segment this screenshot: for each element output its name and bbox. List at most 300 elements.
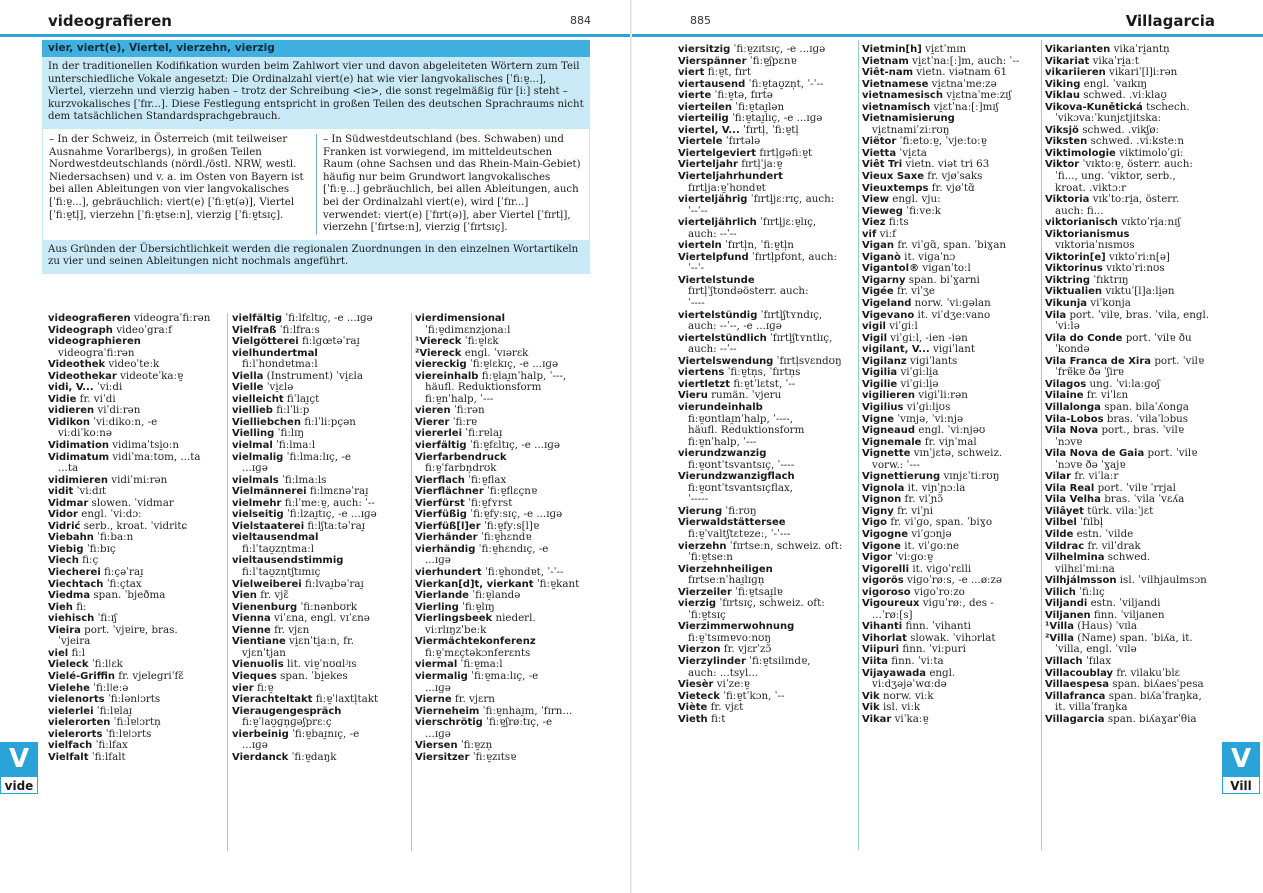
dictionary-entry bbox=[415, 532, 590, 544]
entry-pronunciation: port. ˈvilɐ bbox=[1147, 448, 1198, 460]
entry-headword: Viète bbox=[678, 702, 708, 714]
entry-pronunciation: it. viɡaˈnɔ bbox=[904, 251, 956, 263]
dictionary-entry bbox=[862, 552, 1040, 564]
dictionary-entry bbox=[862, 136, 1040, 148]
entry-continuation bbox=[415, 683, 590, 695]
entry-pronunciation: fr. viˈɲɔ̃ bbox=[904, 494, 944, 506]
entry-pronunciation: ˈfiːlǀɛk bbox=[91, 659, 123, 671]
entry-pronunciation: niederl. bbox=[495, 613, 536, 625]
entry-pronunciation: fr. viˈlaːr bbox=[1074, 471, 1119, 483]
dictionary-entry bbox=[862, 656, 1040, 668]
entry-pronunciation: ˈfiːɐ̯tsɪç bbox=[688, 609, 726, 621]
entry-continuation bbox=[678, 460, 856, 472]
entry-pronunciation: span. biʎaɣarˈθia bbox=[1107, 713, 1197, 725]
entry-headword: Vierundzwanzigflach bbox=[678, 471, 795, 483]
entry-pronunciation: port. ˈvilɐ ðu bbox=[1125, 332, 1192, 344]
dictionary-entry bbox=[862, 714, 1040, 726]
entry-continuation bbox=[678, 263, 856, 275]
entry-headword: Viljanen bbox=[1045, 609, 1091, 621]
dictionary-entry bbox=[862, 506, 1040, 518]
entry-headword: Vielle bbox=[232, 382, 264, 394]
dictionary-entry bbox=[862, 194, 1040, 206]
entry-pronunciation: ˈfiːɐ̯landə bbox=[472, 590, 521, 602]
entry-pronunciation: häufl. Reduktionsform bbox=[688, 425, 805, 437]
dictionary-entry bbox=[232, 579, 410, 591]
entry-headword: Vila bbox=[1045, 309, 1067, 321]
dictionary-entry bbox=[678, 621, 856, 633]
entry-headword: vierbeinig bbox=[232, 728, 289, 740]
entry-headword: Vierachteltakt bbox=[232, 694, 313, 706]
dictionary-entry bbox=[678, 471, 856, 483]
dictionary-entry bbox=[862, 67, 1040, 79]
entry-pronunciation: vɪktoˈriːnʊs bbox=[1106, 263, 1165, 275]
entry-pronunciation: ˈfɪrtl̩ʃtʏntlɪç, bbox=[769, 332, 833, 344]
dictionary-entry bbox=[862, 240, 1040, 252]
entry-continuation bbox=[678, 344, 856, 356]
entry-headword: viertletzt bbox=[678, 378, 731, 390]
entry-headword: Viertelpfund bbox=[678, 251, 749, 263]
entry-pronunciation: ˈfiːrən bbox=[453, 405, 485, 417]
entry-headword: Viertelswendung bbox=[678, 355, 774, 367]
dictionary-entry bbox=[48, 706, 223, 718]
entry-pronunciation: ˈfiːɐ̯nhaɪ̯m, ˈfɪrn... bbox=[482, 705, 573, 717]
entry-headword: Viêt-nam bbox=[862, 67, 913, 79]
entry-headword: viertausend bbox=[678, 78, 746, 90]
entry-pronunciation: ˈfiːɐ̯taʊ̯zn̩t, ˈ-ˈ-- bbox=[748, 78, 824, 90]
entry-continuation bbox=[415, 729, 590, 741]
entry-headword: viermal bbox=[415, 659, 458, 671]
dictionary-entry bbox=[862, 310, 1040, 322]
dictionary-entry bbox=[232, 440, 410, 452]
dictionary-entry bbox=[48, 405, 223, 417]
dictionary-entry bbox=[862, 517, 1040, 529]
entry-headword: Vieira bbox=[48, 624, 81, 636]
entry-pronunciation: fɪrtl̩jaːɐ̯ˈhʊndɐt bbox=[688, 182, 766, 194]
dictionary-entry bbox=[678, 217, 856, 229]
entry-pronunciation: ˈfiːɐ̯ǀɛkɪç, -e ...ɪɡə bbox=[469, 359, 559, 371]
entry-pronunciation: ˈ--ˈ-- bbox=[688, 205, 708, 217]
entry-headword: vieltausendmal bbox=[232, 532, 319, 544]
entry-pronunciation: ...ˈrøː[s] bbox=[872, 609, 913, 621]
entry-headword: Vierlingsbeek bbox=[415, 613, 493, 625]
entry-headword: vierteln bbox=[678, 240, 722, 252]
dictionary-entry bbox=[862, 575, 1040, 587]
entry-continuation bbox=[1045, 171, 1223, 183]
dictionary-entry bbox=[1045, 575, 1223, 587]
entry-pronunciation: fiːɐ̯ bbox=[256, 682, 274, 694]
entry-pronunciation: viˈɡiːli̯ə bbox=[900, 378, 939, 390]
dictionary-entry bbox=[678, 402, 856, 414]
entry-pronunciation: fr. viˈɡɑ̃, span. ˈbiɣan bbox=[897, 240, 1006, 252]
entry-pronunciation: port. ˈvilɐ bbox=[1154, 355, 1205, 367]
entry-pronunciation: fiˈlaɪ̯çt bbox=[286, 393, 320, 405]
entry-headword: Vijayawada bbox=[862, 667, 927, 679]
dictionary-entry bbox=[232, 417, 410, 429]
entry-continuation bbox=[1045, 113, 1223, 125]
entry-pronunciation: fɪrtseːnˈhaɪ̯lɪɡn̩ bbox=[688, 575, 765, 587]
entry-pronunciation: ˈfiːbaːn bbox=[97, 532, 134, 544]
dictionary-entry bbox=[1045, 448, 1223, 460]
entry-headword: Vikar bbox=[862, 713, 892, 725]
entry-headword: viersitzig bbox=[678, 44, 731, 55]
entry-headword: Viking bbox=[1045, 78, 1081, 90]
entry-pronunciation: viˈɛna, engl. vɪˈɛnə bbox=[274, 613, 370, 625]
entry-column bbox=[48, 313, 223, 763]
entry-headword: Vignon bbox=[862, 494, 902, 506]
entry-pronunciation: ˈvilla, engl. ˈvɪlə bbox=[1055, 644, 1137, 656]
info-box bbox=[42, 40, 590, 274]
dictionary-entry bbox=[678, 240, 856, 252]
entry-headword: Vigogne bbox=[862, 528, 909, 540]
entry-headword: ¹Villa bbox=[1045, 621, 1074, 633]
entry-headword: vierte bbox=[678, 90, 712, 102]
dictionary-entry bbox=[48, 382, 223, 394]
entry-pronunciation: auch: ...tsyl... bbox=[688, 667, 759, 679]
entry-headword: vielhundertmal bbox=[232, 347, 318, 359]
entry-pronunciation: engl. bbox=[929, 667, 956, 679]
entry-pronunciation: fiːlvaɪ̯bəˈraɪ̯ bbox=[305, 578, 364, 590]
entry-pronunciation: viktimoloˈɡiː bbox=[1119, 147, 1184, 159]
entry-pronunciation: fiːlˈmeːɐ̯, auch: ˈ-- bbox=[284, 497, 375, 509]
entry-headword: vierfältig bbox=[415, 440, 467, 452]
entry-headword: vidi, V... bbox=[48, 382, 94, 394]
entry-pronunciation: vidiˈmaːtʊm, ...ta bbox=[112, 451, 201, 463]
dictionary-entry bbox=[415, 371, 590, 383]
dictionary-entry bbox=[678, 691, 856, 703]
entry-headword: Vierzon bbox=[678, 644, 721, 656]
entry-continuation bbox=[1045, 240, 1223, 252]
entry-pronunciation: ˈfiːɐ̯kant bbox=[536, 578, 580, 590]
entry-headword: vierdimensional bbox=[415, 313, 506, 324]
dictionary-entry bbox=[678, 564, 856, 576]
dictionary-entry bbox=[415, 521, 590, 533]
entry-headword: Viermächtekonferenz bbox=[415, 636, 536, 648]
entry-headword: Vilde bbox=[1045, 528, 1074, 540]
entry-headword: Vielling bbox=[232, 428, 275, 440]
entry-headword: Vielgötterei bbox=[232, 336, 299, 348]
entry-pronunciation: finn. ˈviljanen bbox=[1093, 609, 1165, 621]
dictionary-entry bbox=[48, 417, 223, 429]
entry-headword: vierundzwanzig bbox=[678, 448, 767, 460]
entry-headword: Vignemale bbox=[862, 436, 922, 448]
entry-headword: vielmals bbox=[232, 474, 279, 486]
dictionary-entry bbox=[415, 671, 590, 683]
dictionary-entry bbox=[678, 541, 856, 553]
entry-column bbox=[415, 313, 590, 763]
dictionary-entry bbox=[862, 90, 1040, 102]
entry-pronunciation: schwed. .viːklaʊ̯ bbox=[1083, 90, 1167, 102]
entry-pronunciation: norw. viːk bbox=[882, 690, 934, 702]
entry-headword: Viktimologie bbox=[1045, 147, 1116, 159]
entry-pronunciation: fr. vjøˈsaks bbox=[927, 171, 983, 183]
entry-headword: Vidor bbox=[48, 509, 78, 521]
dictionary-entry bbox=[1045, 298, 1223, 310]
entry-headword: vidimieren bbox=[48, 474, 108, 486]
dictionary-entry bbox=[48, 371, 223, 383]
entry-pronunciation: ˈvjeira bbox=[58, 636, 91, 648]
info-box-intro: In der traditionellen Kodifikation wurden beim Zahlwort vier und davon abgeleiteten Wörtern zum Teil unterschiedliche Vokale angesetzt: Die Ordinalzahl viert(e) hat wie vier langvokalisches [ˈfiːɐ̯...], Viertel, vierzehn und vierzig haben – trotz der Schreibung <ie>, die sonst regelmäßig für [iː] steht – kurzvokalisches [ˈfɪr...]. Diese Festlegung entspricht in großen Teilen des deutschen Sprachraums nicht dem tatsächlichen Standardsprachgebrauch. bbox=[42, 57, 590, 129]
entry-headword: Vien bbox=[232, 590, 257, 602]
dictionary-entry bbox=[1045, 229, 1223, 241]
entry-pronunciation: ˈfiːlzaɪ̯tɪç, -e ...ɪɡə bbox=[286, 509, 377, 521]
entry-pronunciation: engl. ˈviːdɔː bbox=[81, 509, 142, 521]
entry-pronunciation: viˈɡiːl bbox=[889, 321, 918, 333]
entry-headword: ²Villa bbox=[1045, 632, 1074, 644]
entry-headword: Vieleck bbox=[48, 659, 89, 671]
entry-headword: Vienenburg bbox=[232, 601, 298, 613]
entry-pronunciation: ˈnɔvɐ bbox=[1055, 436, 1083, 448]
dictionary-entry bbox=[1045, 483, 1223, 495]
dictionary-entry bbox=[862, 402, 1040, 414]
entry-headword: Vidikon bbox=[48, 416, 90, 428]
entry-pronunciation: ˈfiːɐ̯tsaɪ̯lɐ bbox=[735, 586, 783, 598]
dictionary-entry bbox=[862, 102, 1040, 114]
dictionary-entry bbox=[415, 405, 590, 417]
entry-pronunciation: fiːɐ̯t, fɪrt bbox=[707, 67, 752, 79]
entry-pronunciation: port. ˈvilɐ, bras. ˈvila, engl. bbox=[1069, 309, 1210, 321]
entry-pronunciation: ˈfiːlənǀɔrts bbox=[107, 694, 161, 706]
entry-continuation bbox=[678, 610, 856, 622]
entry-headword: Vihanti bbox=[862, 621, 903, 633]
entry-headword: Vierzehnheiligen bbox=[678, 563, 773, 575]
entry-continuation bbox=[415, 325, 590, 337]
entry-pronunciation: vidiˈmiːrən bbox=[111, 474, 168, 486]
entry-pronunciation: ˈfrɐ̃kɐ ðə ˈʃirɐ bbox=[1055, 367, 1124, 379]
entry-pronunciation: ...ɪɡə bbox=[425, 728, 451, 740]
entry-pronunciation: fiːɐ̯ˈǀaʊ̯ɡn̩ɡəʃprɛːç bbox=[242, 717, 332, 729]
dictionary-entry bbox=[1045, 610, 1223, 622]
dictionary-entry bbox=[1045, 494, 1223, 506]
dictionary-entry bbox=[862, 344, 1040, 356]
dictionary-entry bbox=[232, 694, 410, 706]
entry-headword: Vigorelli bbox=[862, 563, 910, 575]
entry-headword: Viech bbox=[48, 555, 79, 567]
entry-headword: Vilhelmina bbox=[1045, 552, 1105, 564]
entry-headword: Viksten bbox=[1045, 136, 1088, 148]
dictionary-entry bbox=[678, 714, 856, 726]
entry-pronunciation: viɡanˈtoːl bbox=[922, 263, 971, 275]
dictionary-entry bbox=[678, 333, 856, 345]
entry-pronunciation: engl. vjuː bbox=[892, 194, 941, 206]
entry-pronunciation: ˈfiːɐ̯flax bbox=[468, 474, 507, 486]
info-box-footer: Aus Gründen der Übersichtlichkeit werden die regionalen Zuordnungen in den einzelnen Wortartikeln zu vier und seinen Ableitungen nicht nochmals angeführt. bbox=[42, 240, 590, 274]
dictionary-entry bbox=[1045, 506, 1223, 518]
thumb-index-tab[interactable] bbox=[1222, 742, 1260, 794]
dictionary-entry bbox=[678, 587, 856, 599]
entry-pronunciation: viɡiˈlant bbox=[933, 344, 976, 356]
entry-headword: Vierteljahr bbox=[678, 159, 738, 171]
dictionary-entry bbox=[678, 67, 856, 79]
entry-pronunciation: ˈfiːçtax bbox=[106, 578, 142, 590]
dictionary-entry bbox=[48, 475, 223, 487]
dictionary-entry bbox=[48, 625, 223, 637]
entry-headword: Vierzylinder bbox=[678, 655, 746, 667]
dictionary-entry bbox=[415, 348, 590, 360]
dictionary-entry bbox=[862, 471, 1040, 483]
entry-continuation bbox=[48, 636, 223, 648]
entry-headword: vielfältig bbox=[232, 313, 283, 324]
dictionary-entry bbox=[1045, 529, 1223, 541]
entry-headword: ²Viereck bbox=[415, 347, 462, 359]
entry-headword: Vielfraß bbox=[232, 324, 277, 336]
dictionary-entry bbox=[862, 379, 1040, 391]
entry-continuation bbox=[678, 437, 856, 449]
entry-headword: Vieth bbox=[678, 713, 708, 725]
dictionary-entry bbox=[678, 310, 856, 322]
entry-headword: Vigne bbox=[862, 413, 895, 425]
entry-headword: Viesèr bbox=[678, 679, 714, 691]
entry-pronunciation: vi̯ɛtnaˈmeːzɪʃ bbox=[946, 90, 1012, 102]
entry-pronunciation: vɪktuˈ[l]aːli̯ən bbox=[1105, 286, 1175, 298]
entry-pronunciation: fiːɐ̯ˈǀaxtl̩takt bbox=[315, 694, 379, 706]
entry-headword: viertens bbox=[678, 367, 725, 379]
entry-headword: vierschrötig bbox=[415, 717, 483, 729]
dictionary-entry bbox=[678, 517, 856, 529]
entry-pronunciation: fiːlˈtaʊ̯zn̩tʃtɪmɪç bbox=[242, 567, 321, 579]
entry-headword: viertelstündlich bbox=[678, 332, 767, 344]
entry-headword: Vidie bbox=[48, 393, 77, 405]
entry-pronunciation: ...ɪɡə bbox=[425, 555, 451, 567]
dictionary-entry bbox=[232, 613, 410, 625]
dictionary-entry bbox=[1045, 587, 1223, 599]
entry-headword: Viktring bbox=[1045, 274, 1091, 286]
entry-pronunciation: fr. vjɛrˈzɔ̃ bbox=[723, 644, 772, 656]
dictionary-entry bbox=[1045, 356, 1223, 368]
dictionary-entry bbox=[678, 598, 856, 610]
right-header-rule bbox=[632, 34, 1263, 37]
entry-pronunciation: vilhɛlˈmiːna bbox=[1055, 563, 1115, 575]
dictionary-entry bbox=[678, 79, 856, 91]
entry-headword: Viertele bbox=[678, 136, 723, 148]
entry-headword: viereinhalb bbox=[415, 370, 479, 382]
entry-pronunciation: ˈfiːɐ̯ǀɛk bbox=[464, 336, 499, 348]
thumb-tab-letter: V bbox=[8, 744, 30, 774]
info-box-col-2: – In Südwestdeutschland (bes. Schwaben) und Franken ist vorwiegend, im mitteldeutschen Raum (ohne Sachsen und das Rhein-Main-Gebiet) häufig nur beim Grundwort langvokalisches [ˈfiːɐ̯...] gebräuchlich, bei allen Ableitungen, auch bei der Ordinalzahl viert(e), wird [ˈfɪr...] verwendet: viert(e) [ˈfɪrt(ə)], aber Viertel [ˈfɪrtl̩], vierzehn [ˈfɪrtseːn], vierzig [ˈfɪrtsɪç]. bbox=[316, 134, 589, 235]
entry-headword: viertel, V... bbox=[678, 124, 740, 136]
entry-headword: vigilieren bbox=[862, 390, 916, 402]
entry-headword: Vildrac bbox=[1045, 540, 1085, 552]
dictionary-entry bbox=[678, 194, 856, 206]
entry-headword: Vielfalt bbox=[48, 751, 89, 763]
entry-headword: Vignette bbox=[862, 448, 911, 460]
dictionary-entry bbox=[415, 659, 590, 671]
entry-pronunciation: ˈfiːnənbʊrk bbox=[300, 601, 358, 613]
entry-pronunciation: fiːɐ̯ˈmɛçtəkɔnferɛnts bbox=[425, 647, 531, 659]
entry-continuation bbox=[48, 463, 223, 475]
entry-headword: Vieuxtemps bbox=[862, 182, 929, 194]
entry-continuation bbox=[1045, 367, 1223, 379]
dictionary-entry bbox=[862, 564, 1040, 576]
entry-pronunciation: it. villaˈfraŋka bbox=[1055, 702, 1128, 714]
dictionary-entry bbox=[1045, 414, 1223, 426]
entry-continuation bbox=[678, 575, 856, 587]
entry-headword: viereckig bbox=[415, 359, 467, 371]
entry-headword: vieltausendstimmig bbox=[232, 555, 344, 567]
entry-pronunciation: ˈfiːlfɛltɪç, -e ...ɪɡə bbox=[285, 313, 373, 324]
info-box-columns bbox=[42, 129, 590, 240]
entry-headword: vietnamesisch bbox=[862, 90, 943, 102]
dictionary-entry bbox=[48, 336, 223, 348]
entry-headword: vielmal bbox=[232, 440, 273, 452]
entry-headword: viert bbox=[678, 67, 705, 79]
entry-headword: Vietnamese bbox=[862, 78, 929, 90]
dictionary-entry bbox=[48, 648, 223, 660]
dictionary-entry bbox=[678, 379, 856, 391]
entry-pronunciation: ˈfiːlfraːs bbox=[279, 324, 320, 336]
entry-pronunciation: engl. ˈvɪərɛk bbox=[464, 347, 529, 359]
entry-pronunciation: fr. viɲˈmal bbox=[924, 436, 977, 448]
entry-headword: Vignola bbox=[862, 482, 905, 494]
entry-pronunciation: viːdʒəjəˈwɑːdə bbox=[872, 679, 947, 691]
entry-headword: Vierlande bbox=[415, 590, 469, 602]
dictionary-entry bbox=[1045, 263, 1223, 275]
thumb-index-tab[interactable] bbox=[0, 742, 38, 794]
dictionary-entry bbox=[232, 509, 410, 521]
entry-headword: Vila Nova de Gaia bbox=[1045, 448, 1145, 460]
entry-headword: Vierhänder bbox=[415, 532, 478, 544]
dictionary-entry bbox=[1045, 552, 1223, 564]
entry-headword: Vieteck bbox=[678, 690, 720, 702]
dictionary-entry bbox=[232, 752, 410, 764]
entry-pronunciation: viˈkaːɐ̯ bbox=[894, 713, 929, 725]
entry-headword: Vila Nova bbox=[1045, 425, 1099, 437]
dictionary-entry bbox=[862, 668, 1040, 680]
entry-headword: Vigilia bbox=[862, 367, 898, 379]
dictionary-entry bbox=[678, 44, 856, 56]
entry-headword: Vila Velha bbox=[1045, 494, 1101, 506]
entry-pronunciation: ˈvikɔvaːˈkunjɛtjitskaː bbox=[1055, 113, 1162, 125]
entry-pronunciation: ˈfiːɐ̯hʊndɐt, ˈ-ˈ-- bbox=[484, 567, 564, 579]
entry-headword: vielseitig bbox=[232, 509, 284, 521]
entry-headword: Vidimatum bbox=[48, 451, 110, 463]
dictionary-entry bbox=[1045, 44, 1223, 56]
entry-headword: Vielmännerei bbox=[232, 486, 307, 498]
dictionary-entry bbox=[862, 587, 1040, 599]
dictionary-entry bbox=[232, 532, 410, 544]
column-divider bbox=[227, 313, 228, 851]
entry-continuation bbox=[1045, 344, 1223, 356]
dictionary-entry bbox=[678, 125, 856, 137]
entry-headword: Vientiane bbox=[232, 636, 286, 648]
entry-pronunciation: videograˈfiːrən bbox=[58, 347, 135, 359]
entry-headword: Viersen bbox=[415, 740, 458, 752]
entry-continuation bbox=[678, 633, 856, 645]
entry-headword: Vilbel bbox=[1045, 517, 1077, 529]
entry-continuation bbox=[678, 286, 856, 298]
entry-pronunciation: it. viˈɡoːne bbox=[904, 540, 960, 552]
dictionary-entry bbox=[48, 740, 223, 752]
entry-headword: Villafranca bbox=[1045, 690, 1106, 702]
dictionary-entry bbox=[232, 452, 410, 464]
dictionary-entry bbox=[415, 636, 590, 648]
entry-pronunciation: ˈfiːlfalt bbox=[91, 751, 126, 763]
entry-headword: Vigil bbox=[862, 332, 888, 344]
entry-pronunciation: viˈzeːɐ̯ bbox=[716, 679, 750, 691]
entry-pronunciation: fr. vjelegriˈfɛ̃ bbox=[118, 670, 184, 682]
dictionary-entry bbox=[415, 417, 590, 429]
entry-headword: Viechtach bbox=[48, 578, 104, 590]
entry-headword: Vigeland bbox=[862, 298, 912, 310]
dictionary-entry bbox=[862, 321, 1040, 333]
entry-headword: viehisch bbox=[48, 613, 95, 625]
entry-headword: Vierer bbox=[415, 416, 450, 428]
entry-pronunciation: ˈfɪrtl̩ʃtʏndɪç, bbox=[760, 309, 823, 321]
entry-pronunciation: (Name) span. ˈbiʎa, it. bbox=[1077, 632, 1193, 644]
dictionary-entry bbox=[862, 529, 1040, 541]
dictionary-entry bbox=[48, 752, 223, 764]
dictionary-entry bbox=[48, 613, 223, 625]
dictionary-entry bbox=[862, 56, 1040, 68]
